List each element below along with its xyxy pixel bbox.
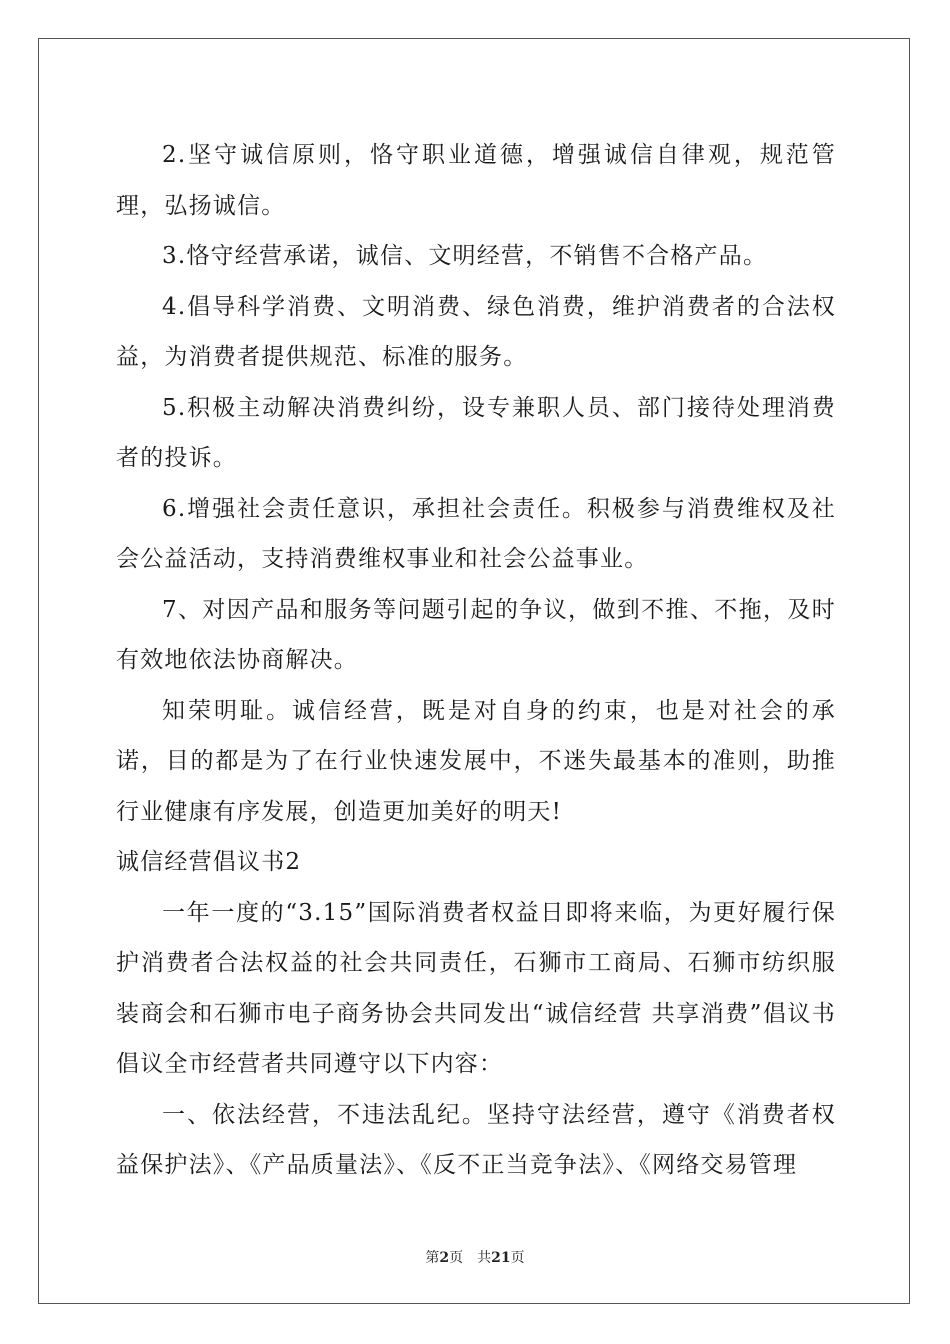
total-suffix: 页 [510, 1250, 525, 1266]
paragraph-item-3: 3.恪守经营承诺，诚信、文明经营，不销售不合格产品。 [162, 243, 768, 269]
paragraph-conclusion: 知荣明耻。诚信经营，既是对自身的约束，也是对社会的承诺，目的都是为了在行业快速发展中，不迷失最基本的准则，助推行业健康有序发展，创造更加美好的明天! [116, 697, 836, 825]
paragraph-intro: 一年一度的“3.15”国际消费者权益日即将来临，为更好履行保护消费者合法权益的社会共同责任，石狮市工商局、石狮市纺织服装商会和石狮市电子商务协会共同发出“诚信经营 共享消费”倡议书倡议全市经营者共同遵守以下内容： [116, 899, 836, 1077]
page-prefix: 第 [425, 1250, 440, 1266]
total-pages: 21 [491, 1250, 511, 1266]
section-heading: 诚信经营倡议书2 [116, 849, 302, 875]
total-prefix: 共 [477, 1250, 492, 1266]
paragraph-item-2: 2.坚守诚信原则，恪守职业道德，增强诚信自律观，规范管理，弘扬诚信。 [116, 142, 836, 219]
paragraph-item-5: 5.积极主动解决消费纠纷，设专兼职人员、部门接待处理消费者的投诉。 [116, 394, 836, 471]
paragraph-item-4: 4.倡导科学消费、文明消费、绿色消费，维护消费者的合法权益，为消费者提供规范、标准的服务。 [116, 293, 836, 370]
paragraph-item-7: 7、对因产品和服务等问题引起的争议，做到不推、不拖，及时有效地依法协商解决。 [116, 596, 836, 673]
document-body [116, 130, 836, 1191]
page-footer [0, 1247, 950, 1267]
page-suffix: 页 [449, 1250, 464, 1266]
paragraph-point-1: 一、依法经营，不违法乱纪。坚持守法经营，遵守《消费者权益保护法》、《产品质量法》、《反不正当竞争法》、《网络交易管理 [116, 1101, 836, 1178]
paragraph-item-6: 6.增强社会责任意识，承担社会责任。积极参与消费维权及社会公益活动，支持消费维权事业和社会公益事业。 [116, 495, 836, 572]
page-number: 2 [439, 1250, 450, 1266]
